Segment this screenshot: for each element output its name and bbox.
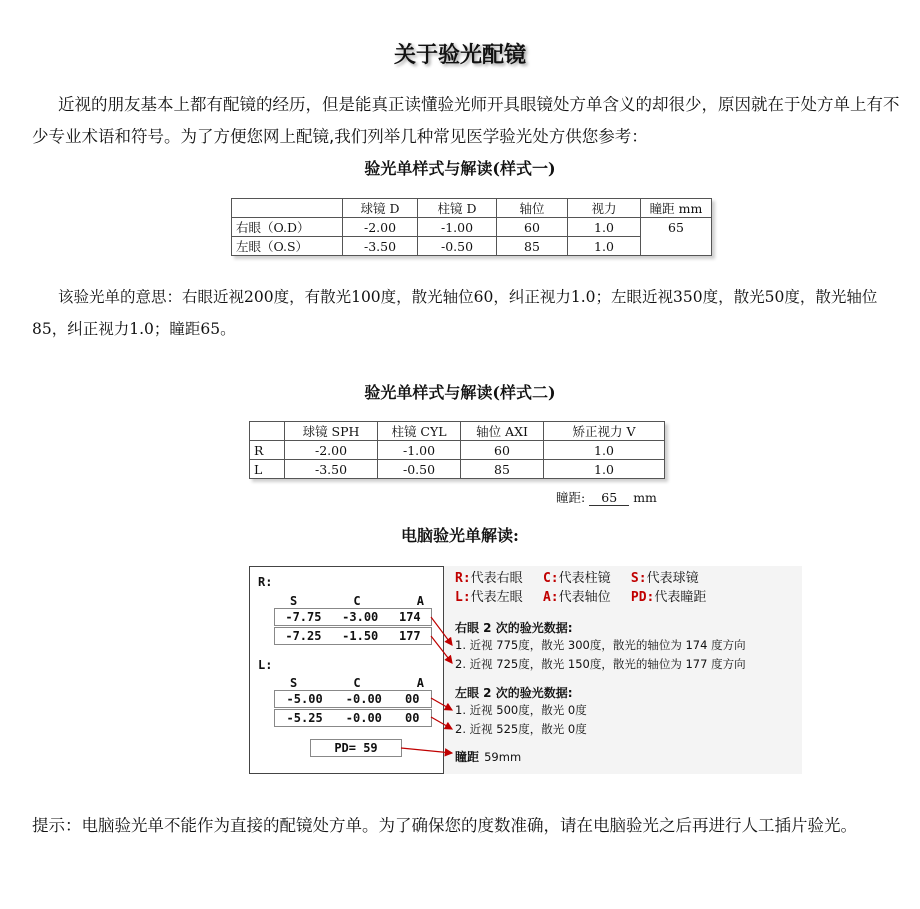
col-header: A	[416, 594, 424, 608]
left-eye-item: 1. 近视 500度，散光 0度	[455, 703, 587, 717]
legend-text: 代表柱镜	[558, 571, 611, 586]
pd-label: 瞳距:	[556, 490, 586, 505]
table-cell: 视力	[568, 199, 641, 218]
right-eye-heading: 右眼 2 次的验光数据:	[455, 621, 573, 635]
legend-key: L:	[455, 590, 471, 605]
reading-cell: 177	[398, 629, 421, 643]
table-cell: 1.0	[568, 218, 641, 237]
intro-text: 近视的朋友基本上都有配镜的经历，但是能真正读懂验光师开具眼镜处方单含义的却很少，原因就在于处方单上有不少专业术语和符号。为了方便您网上配镜,我们列举几种常见医学验光处方供您参考：	[32, 95, 900, 146]
legend-key: A:	[542, 590, 559, 605]
table-cell: 轴位	[497, 199, 568, 218]
pd-explain-value: 59mm	[484, 750, 522, 764]
table-cell: 85	[461, 460, 544, 479]
table-cell: 左眼（O.S）	[232, 237, 343, 256]
right-eye-item: 2. 近视 725度，散光 150度，散光的轴位为 177 度方向	[455, 657, 746, 671]
l-label: L:	[258, 658, 273, 672]
table-cell: -0.50	[418, 237, 497, 256]
pd-value: 65	[589, 490, 629, 506]
col-header: S	[290, 676, 298, 690]
table-cell: -0.50	[378, 460, 461, 479]
reading-cell: 00	[404, 711, 420, 725]
page-title: 关于验光配镜	[393, 43, 526, 68]
table-cell: 柱镜 D	[418, 199, 497, 218]
table-cell: 柱镜 CYL	[378, 422, 461, 441]
legend-text: 代表左眼	[470, 590, 523, 605]
table-cell: 60	[497, 218, 568, 237]
reading-cell: -5.25	[286, 711, 323, 725]
r-label: R:	[258, 575, 273, 589]
reading-cell: -0.00	[345, 692, 382, 706]
explanation-text: 该验光单的意思：右眼近视200度，有散光100度，散光轴位60，纠正视力1.0；左眼近视350度，散光50度，散光轴位85，纠正视力1.0；瞳距65。	[32, 288, 878, 338]
pd-cell: 65	[641, 218, 712, 256]
table-cell: 85	[497, 237, 568, 256]
table-cell: 球镜 SPH	[285, 422, 378, 441]
arrow	[431, 698, 452, 710]
reading-cell: 174	[398, 610, 421, 624]
table-cell: -2.00	[343, 218, 418, 237]
reading-cell: -5.00	[286, 692, 323, 706]
table-cell: -1.00	[418, 218, 497, 237]
table-cell: 右眼（O.D）	[232, 218, 343, 237]
pd-heading: 瞳距	[455, 750, 480, 764]
legend-key: PD:	[630, 590, 655, 605]
reading-cell: -1.50	[342, 629, 379, 643]
col-header: S	[290, 594, 298, 608]
tip-paragraph: 提示：电脑验光单不能作为直接的配镜处方单。为了确保您的度数准确，请在电脑验光之后再进行人工插片验光。	[32, 816, 857, 835]
table-cell: 球镜 D	[343, 199, 418, 218]
table-cell: -2.00	[285, 441, 378, 460]
table-cell: 轴位 AXI	[461, 422, 544, 441]
table-cell: 矫正视力 V	[544, 422, 665, 441]
style1-heading: 验光单样式与解读(样式一)	[364, 159, 556, 178]
table-cell: 1.0	[568, 237, 641, 256]
legend-text: 代表轴位	[558, 590, 611, 605]
computer-heading: 电脑验光单解读:	[401, 526, 519, 545]
table-cell: R	[250, 441, 285, 460]
left-eye-item: 2. 近视 525度，散光 0度	[455, 722, 587, 736]
pd-unit: mm	[633, 490, 657, 505]
arrow	[401, 748, 452, 753]
table-cell: -3.50	[285, 460, 378, 479]
arrow	[431, 717, 452, 729]
pd-reading: PD= 59	[310, 739, 402, 757]
legend-key: C:	[542, 571, 559, 586]
legend-key: S:	[630, 571, 647, 586]
col-header: A	[416, 676, 424, 690]
reading-cell: -0.00	[345, 711, 382, 725]
table-cell: L	[250, 460, 285, 479]
legend-text: 代表瞳距	[654, 590, 707, 605]
reading-cell: -7.25	[285, 629, 322, 643]
style2-heading: 验光单样式与解读(样式二)	[364, 383, 556, 402]
col-header: C	[353, 594, 361, 608]
left-eye-heading: 左眼 2 次的验光数据:	[455, 686, 573, 700]
legend-text: 代表球镜	[646, 571, 699, 586]
table-cell: -1.00	[378, 441, 461, 460]
right-eye-item: 1. 近视 775度，散光 300度，散光的轴位为 174 度方向	[455, 638, 746, 652]
reading-cell: 00	[404, 692, 420, 706]
reading-cell: -3.00	[342, 610, 379, 624]
reading-cell: -7.75	[285, 610, 322, 624]
table-cell: -3.50	[343, 237, 418, 256]
col-header: C	[353, 676, 361, 690]
table-cell: 60	[461, 441, 544, 460]
table-cell: 1.0	[544, 460, 665, 479]
table-cell: 瞳距 mm	[641, 199, 712, 218]
legend-text: 代表右眼	[470, 571, 523, 586]
table-cell: 1.0	[544, 441, 665, 460]
legend-key: R:	[455, 571, 471, 586]
